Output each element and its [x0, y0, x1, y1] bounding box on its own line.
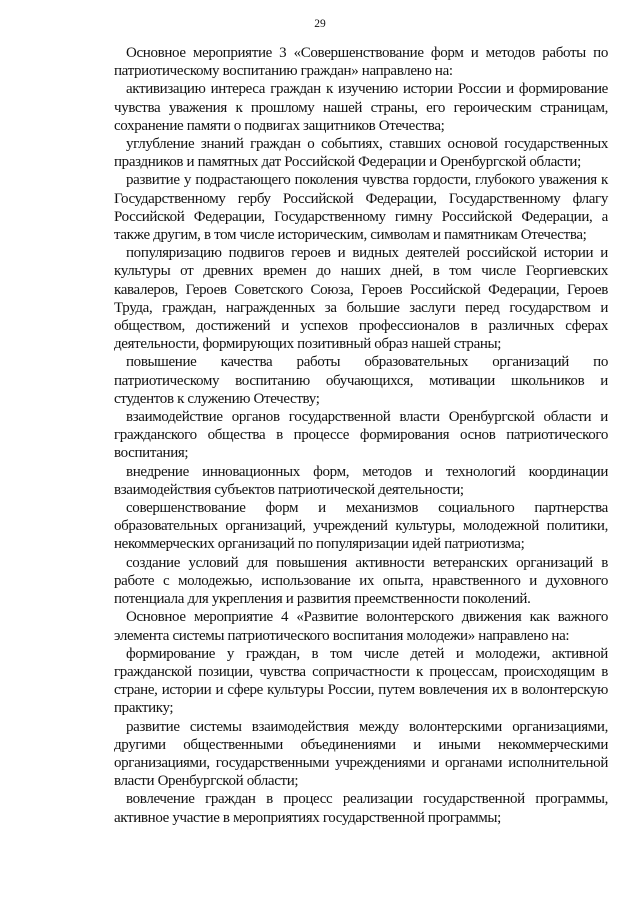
document-body: [114, 44, 608, 827]
paragraph: повышение качества работы образовательных организаций по патриотическому воспитанию обучающихся, мотивации школьников и студентов к служению Отечеству;: [114, 354, 608, 407]
paragraph: создание условий для повышения активности ветеранских организаций в работе с молодежью, использование их опыта, нравственного и духовного потенциала для укрепления и развития преемственности поколений.: [114, 554, 608, 608]
paragraph: развитие системы взаимодействия между волонтерскими организациями, другими общественными объединениями и иными некоммерческими организациями, государственными учреждениями и органами исполнительной власти Оренбургской области;: [114, 718, 608, 790]
paragraph: активизацию интереса граждан к изучению истории России и формирование чувства уважения к прошлому нашей страны, его героическим страницам, сохранение памяти о подвигах защитников Отечества;: [114, 81, 608, 134]
paragraph: развитие у подрастающего поколения чувства гордости, глубокого уважения к Государственному гербу Российской Федерации, Государственному флагу Российской Федерации, Государственному гимну Российской Федерации, а также другим, в том числе историческим, символам и памятникам Отечества;: [114, 172, 608, 244]
paragraph: вовлечение граждан в процесс реализации государственной программы, активное участие в мероприятиях государственной программы;: [114, 791, 608, 826]
page-number: 29: [314, 18, 326, 30]
paragraph: углубление знаний граждан о событиях, ставших основой государственных праздников и памятных дат Российской Федерации и Оренбургской области;: [114, 136, 608, 171]
paragraph: Основное мероприятие 3 «Совершенствование форм и методов работы по патриотическому воспитанию граждан» направлено на:: [114, 45, 608, 80]
paragraph: Основное мероприятие 4 «Развитие волонтерского движения как важного элемента системы патриотического воспитания молодежи» направлено на:: [114, 609, 608, 644]
paragraph: внедрение инновационных форм, методов и технологий координации взаимодействия субъектов патриотической деятельности;: [114, 463, 608, 498]
paragraph: популяризацию подвигов героев и видных деятелей российской истории и культуры от древних времен до наших дней, в том числе Георгиевских кавалеров, Героев Советского Союза, Героев Российской Федерации, Героев Труда, граждан, награжденных за большие заслуги перед государством и обществом, достижений и успехов профессионалов в различных сферах деятельности, формирующих позитивный образ нашей страны;: [114, 245, 608, 353]
paragraph: формирование у граждан, в том числе детей и молодежи, активной гражданской позиции, чувства сопричастности к процессам, происходящим в стране, истории и сфере культуры России, путем вовлечения их в волонтерскую практику;: [114, 645, 608, 717]
paragraph: взаимодействие органов государственной власти Оренбургской области и гражданского общества в процессе формирования основ патриотического воспитания;: [114, 409, 608, 462]
paragraph: совершенствование форм и механизмов социального партнерства образовательных организаций, учреждений культуры, молодежной политики, некоммерческих организаций по популяризации идей патриотизма;: [114, 500, 608, 553]
